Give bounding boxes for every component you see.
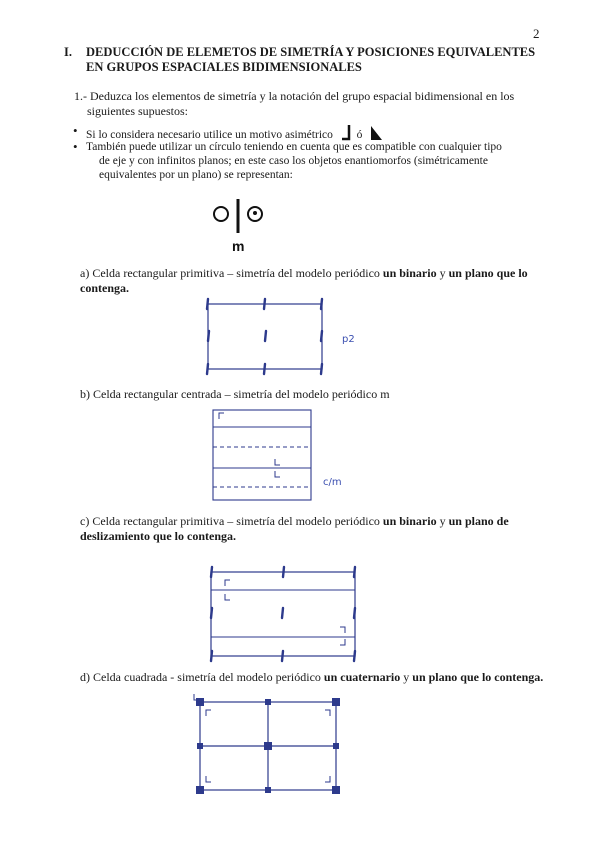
tetrad-axis-icon [265, 787, 271, 793]
item-a-mid: y [439, 266, 446, 280]
triangle-motif-icon [369, 125, 383, 141]
intro-line-2: siguientes supuestos: [87, 104, 188, 118]
bullet-1-or: ó [356, 129, 363, 141]
binary-axis-icon [207, 299, 208, 309]
motif-mark-icon [325, 776, 330, 782]
item-c-bold-2: un plano de deslizamiento que lo contenga. [80, 514, 509, 543]
diagram-d [190, 690, 350, 800]
mirror-label: m [232, 238, 245, 254]
item-d [80, 670, 550, 685]
motif-mark-icon [275, 471, 280, 477]
motif-mark-icon [206, 710, 211, 716]
binary-axis-icon [354, 651, 355, 661]
tetrad-axis-icon [196, 698, 204, 706]
item-d-label: d) [80, 670, 90, 684]
tetrad-axis-icon [332, 786, 340, 794]
item-b-label: b) [80, 387, 90, 401]
bullet-circle-motif [86, 140, 546, 182]
item-d-mid: y [403, 670, 410, 684]
binary-axis-icon [283, 567, 284, 577]
circle-right-dot-icon [253, 211, 257, 215]
item-c-mid: y [439, 514, 446, 528]
page-number: 2 [533, 26, 540, 41]
diagram-b [205, 405, 365, 505]
tetrad-axis-icon [196, 786, 204, 794]
item-a-label: a) [80, 266, 90, 280]
item-b-text: Celda rectangular centrada – simetría del modelo periódico m [93, 387, 390, 401]
item-a-note: p2 [342, 334, 355, 345]
bullet-2-line-2: de eje y con infinitos planos; en este caso los objetos enantiomorfos (simétricamente [99, 155, 488, 167]
intro-line-1: 1.- Deduzca los elementos de simetría y la notación del grupo espacial bidimensional en los [74, 89, 515, 103]
item-c-text: Celda rectangular primitiva – simetría del modelo periódico [92, 514, 380, 528]
binary-axis-icon [321, 299, 322, 309]
bullet-2-line-3: equivalentes por un plano) se representan: [99, 169, 293, 181]
section-number: I. [64, 45, 72, 59]
binary-axis-icon [354, 608, 355, 618]
binary-axis-icon [208, 331, 209, 341]
item-d-bold-1: un cuaternario [323, 670, 401, 684]
tetrad-axis-icon [265, 699, 271, 705]
binary-axis-icon [354, 567, 355, 577]
tetrad-axis-icon [197, 743, 203, 749]
section-title-line-2: EN GRUPOS ESPACIALES BIDIMENSIONALES [86, 60, 362, 74]
item-a-bold-1: un binario [382, 266, 437, 280]
bullet-2-line-1: • También puede utilizar un círculo teniendo en cuenta que es compatible con cualquier tipo [86, 141, 502, 153]
circle-left-icon [214, 207, 228, 221]
motif-mark-icon [325, 710, 330, 716]
item-b-note: c/m [323, 477, 342, 488]
binary-axis-icon [207, 364, 208, 374]
binary-axis-icon [264, 364, 265, 374]
binary-axis-icon [211, 608, 212, 618]
motif-mark-icon [219, 413, 224, 419]
bullet-1-text: Si lo considera necesario utilice un motivo asimétrico [86, 129, 333, 141]
binary-axis-icon [321, 364, 322, 374]
motif-mark-icon [206, 776, 211, 782]
motif-mark-icon [225, 580, 230, 586]
exercise-intro [74, 89, 544, 119]
motif-mark-icon [340, 627, 345, 633]
binary-axis-icon [282, 608, 283, 618]
binary-axis-icon [211, 651, 212, 661]
tetrad-axis-icon [332, 698, 340, 706]
motif-mark-icon [225, 594, 230, 600]
mirror-circles-diagram [205, 196, 275, 256]
binary-axis-icon [321, 331, 322, 341]
item-a [80, 266, 550, 296]
section-title [86, 45, 556, 75]
motif-mark-icon [340, 639, 345, 645]
binary-axis-icon [264, 299, 265, 309]
item-a-bold-2: un plano que lo contenga. [80, 266, 528, 295]
diagram-c [203, 564, 373, 664]
binary-axis-icon [282, 651, 283, 661]
diagram-a [200, 296, 380, 386]
item-c [80, 514, 550, 544]
item-d-bold-2: un plano que lo contenga. [412, 670, 544, 684]
binary-axis-icon [211, 567, 212, 577]
item-d-text: Celda cuadrada - simetría del modelo periódico [93, 670, 321, 684]
motif-mark-icon [275, 459, 280, 465]
item-a-text: Celda rectangular primitiva – simetría del modelo periódico [92, 266, 380, 280]
binary-axis-icon [265, 331, 266, 341]
tetrad-axis-icon [264, 742, 272, 750]
item-c-bold-1: un binario [382, 514, 437, 528]
item-b [80, 387, 550, 402]
section-title-line-1: DEDUCCIÓN DE ELEMETOS DE SIMETRÍA Y POSICIONES EQUIVALENTES [86, 45, 536, 59]
item-c-label: c) [80, 514, 90, 528]
tetrad-axis-icon [333, 743, 339, 749]
